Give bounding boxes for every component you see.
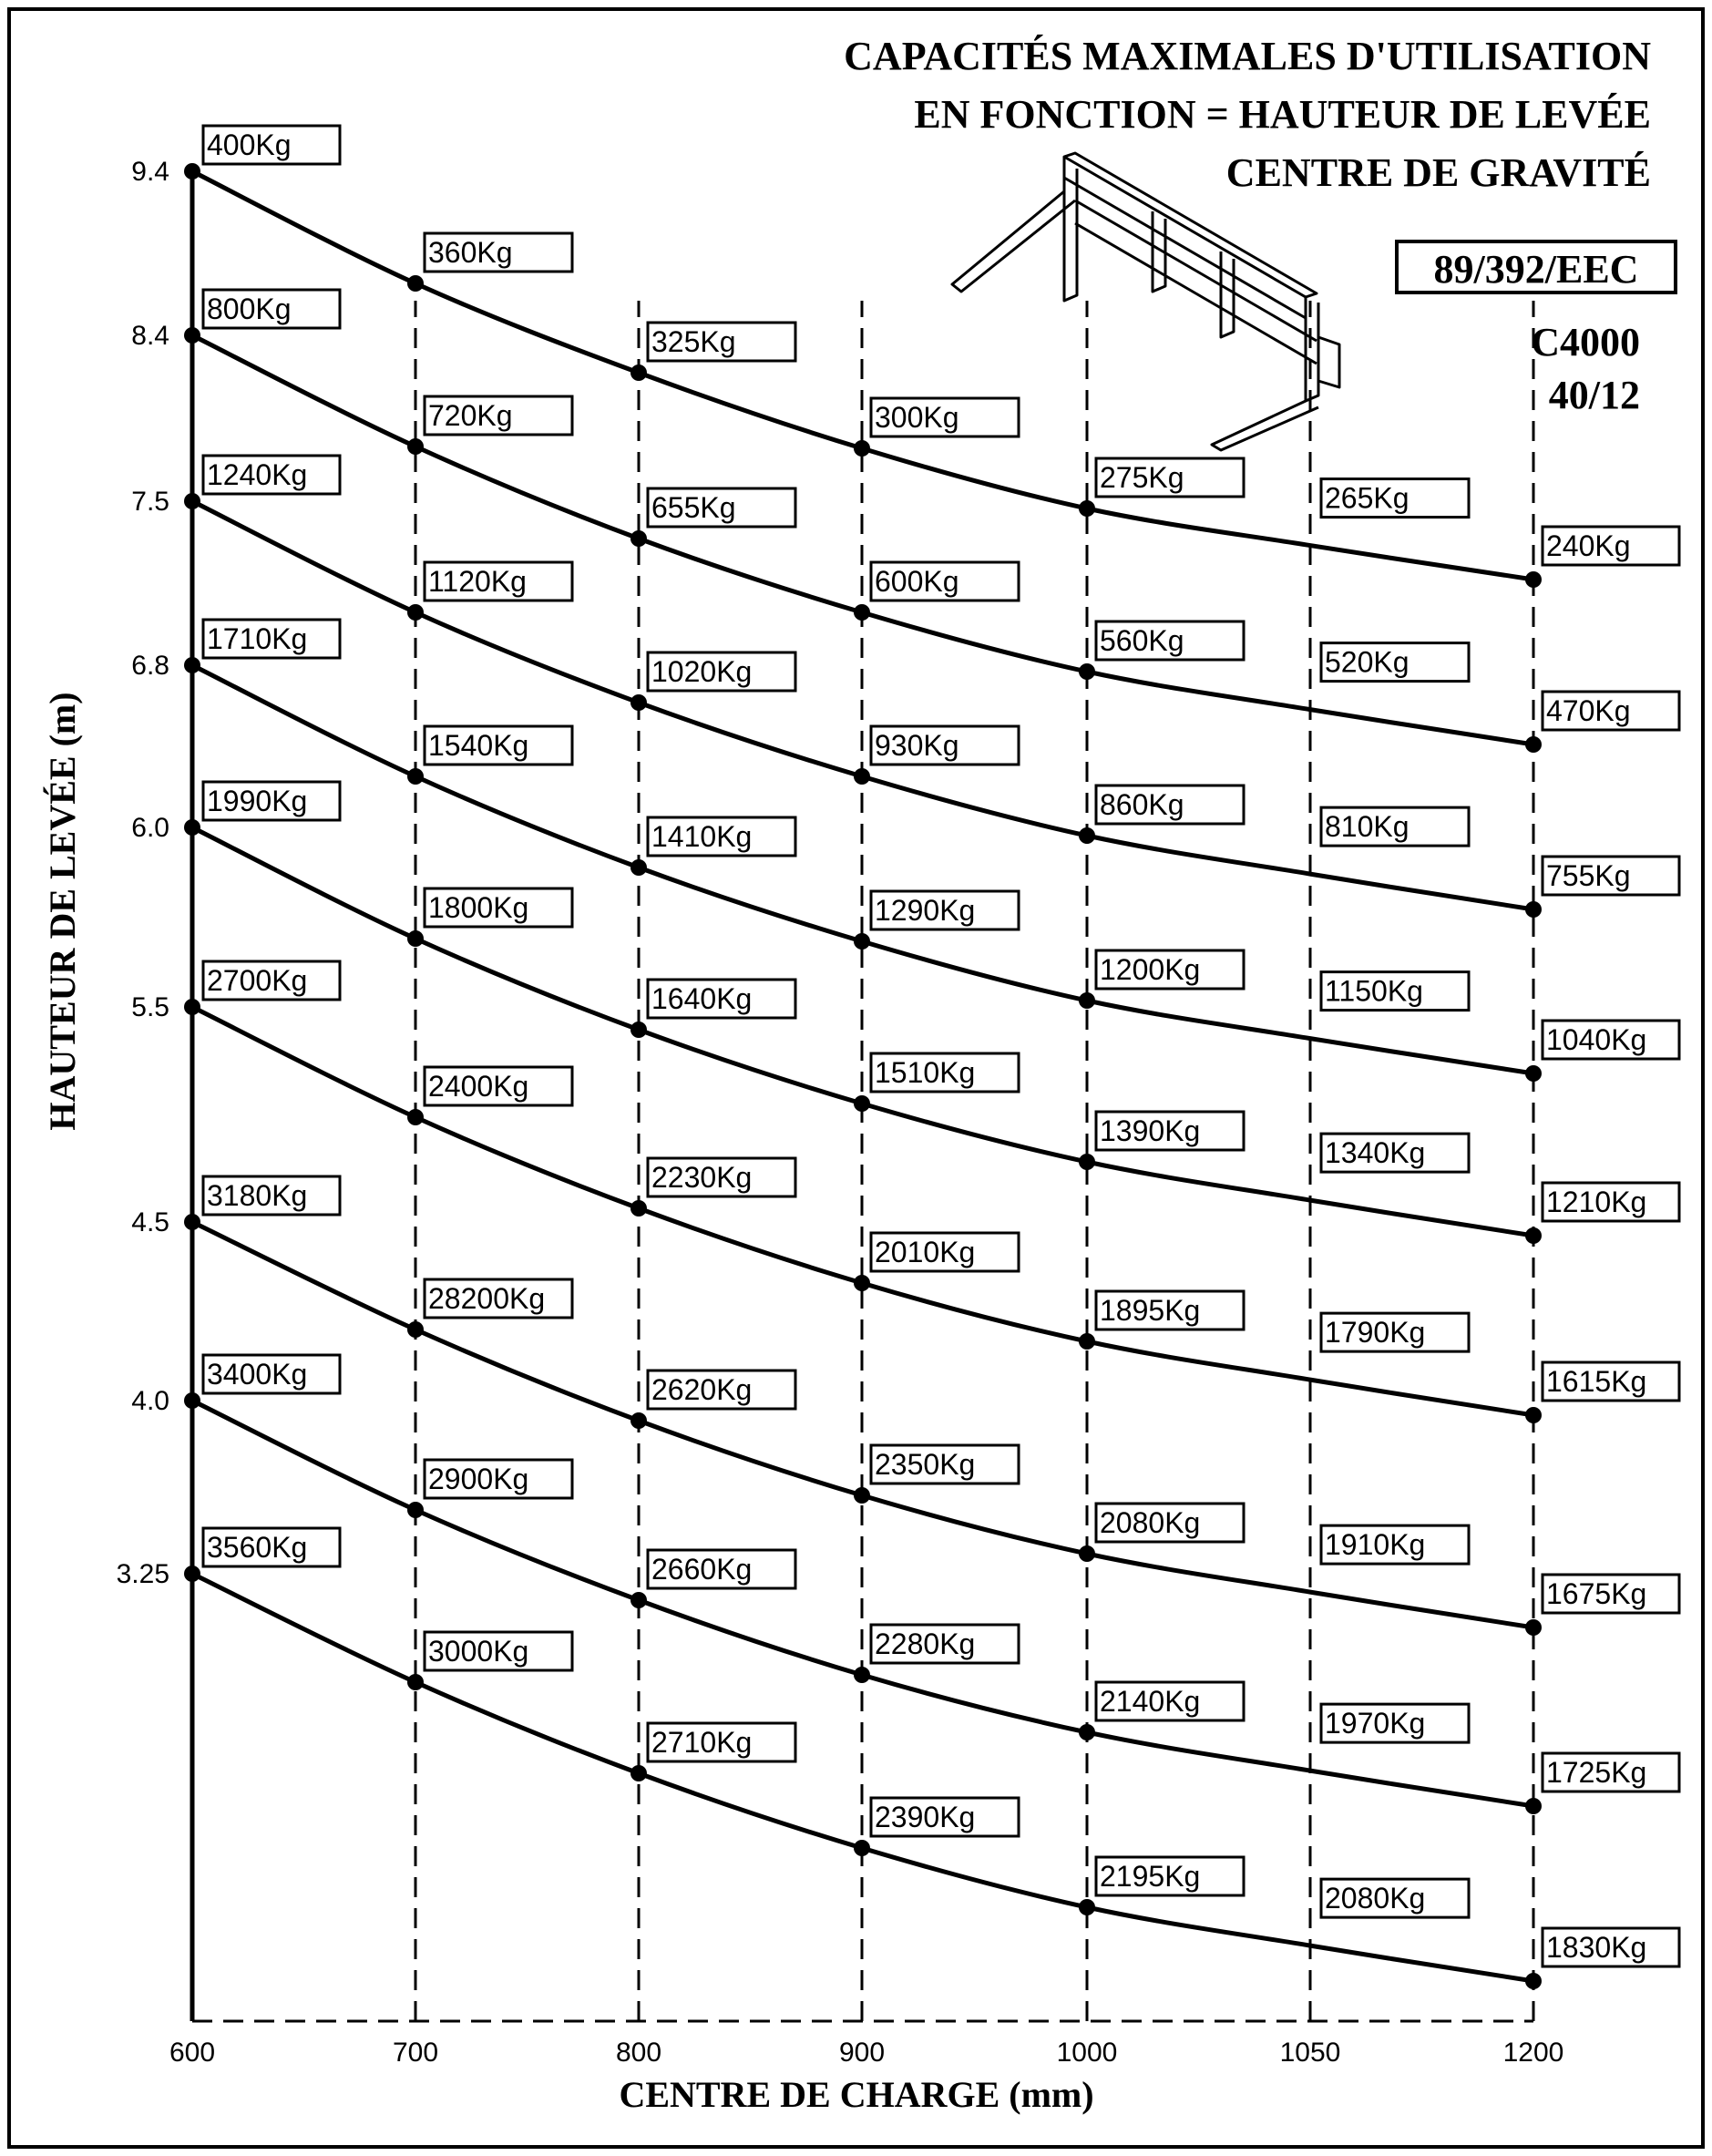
- point-6.8-1000: [1079, 992, 1095, 1009]
- point-6.0-1000: [1079, 1154, 1095, 1170]
- point-4.0-800: [630, 1592, 647, 1608]
- point-8.4-1000: [1079, 663, 1095, 680]
- point-6.8-800: [630, 859, 647, 876]
- point-5.5-900: [854, 1275, 870, 1291]
- x-tick-700: 700: [392, 2038, 439, 2068]
- x-tick-1000: 1000: [1056, 2038, 1118, 2068]
- chart-title-line-1: CAPACITÉS MAXIMALES D'UTILISATION: [844, 34, 1651, 78]
- data-label-6.0-1050: 1340Kg: [1325, 1136, 1426, 1170]
- y-tick-4.0: 4.0: [131, 1386, 169, 1416]
- data-label-8.4-1000: 560Kg: [1100, 624, 1184, 657]
- data-label-3.25-1000: 2195Kg: [1100, 1860, 1201, 1893]
- data-label-7.5-900: 930Kg: [875, 729, 959, 762]
- point-6.8-900: [854, 933, 870, 950]
- data-label-6.8-1000: 1200Kg: [1100, 953, 1201, 986]
- point-3.25-1200: [1525, 1973, 1542, 1989]
- point-3.25-800: [630, 1765, 647, 1781]
- data-label-8.4-1200: 470Kg: [1546, 694, 1631, 727]
- data-label-6.0-900: 1510Kg: [875, 1056, 976, 1089]
- data-label-4.5-1000: 2080Kg: [1100, 1506, 1201, 1539]
- data-label-7.5-700: 1120Kg: [428, 565, 527, 598]
- point-6.8-700: [407, 768, 424, 785]
- point-9.4-1200: [1525, 571, 1542, 588]
- data-label-5.5-1000: 1895Kg: [1100, 1294, 1201, 1327]
- point-9.4-700: [407, 275, 424, 292]
- y-tick-9.4: 9.4: [131, 157, 169, 187]
- x-tick-1200: 1200: [1502, 2038, 1564, 2068]
- point-7.5-1200: [1525, 901, 1542, 918]
- data-label-4.5-600: 3180Kg: [207, 1179, 308, 1212]
- point-7.5-1000: [1079, 827, 1095, 844]
- point-8.4-900: [854, 604, 870, 621]
- chart-title-line-3: CENTRE DE GRAVITÉ: [1225, 150, 1651, 195]
- point-6.0-800: [630, 1022, 647, 1038]
- y-tick-6.8: 6.8: [131, 651, 169, 681]
- standard-label: 89/392/EEC: [1433, 247, 1639, 292]
- point-5.5-600: [184, 999, 200, 1015]
- data-label-6.0-800: 1640Kg: [651, 982, 753, 1015]
- y-tick-8.4: 8.4: [131, 321, 169, 351]
- model-sub-label: 40/12: [1548, 373, 1640, 417]
- point-4.0-1200: [1525, 1798, 1542, 1814]
- x-tick-800: 800: [615, 2038, 662, 2068]
- data-label-4.5-1200: 1675Kg: [1546, 1577, 1647, 1610]
- point-6.0-1200: [1525, 1227, 1542, 1244]
- point-9.4-900: [854, 440, 870, 457]
- point-7.5-700: [407, 604, 424, 621]
- point-4.0-1000: [1079, 1724, 1095, 1740]
- y-tick-3.25: 3.25: [116, 1559, 169, 1589]
- data-label-7.5-1200: 755Kg: [1546, 859, 1631, 892]
- data-label-5.5-600: 2700Kg: [207, 964, 308, 997]
- point-3.25-600: [184, 1566, 200, 1582]
- data-label-8.4-1050: 520Kg: [1325, 645, 1410, 679]
- point-3.25-1000: [1079, 1899, 1095, 1915]
- data-label-3.25-1050: 2080Kg: [1325, 1882, 1426, 1915]
- x-tick-900: 900: [838, 2038, 886, 2068]
- point-6.0-900: [854, 1095, 870, 1112]
- data-label-6.0-700: 1800Kg: [428, 891, 529, 924]
- x-axis-title: CENTRE DE CHARGE (mm): [619, 2074, 1094, 2115]
- point-4.5-600: [184, 1214, 200, 1230]
- point-5.5-700: [407, 1109, 424, 1125]
- data-label-8.4-900: 600Kg: [875, 565, 959, 598]
- data-label-3.25-600: 3560Kg: [207, 1531, 308, 1564]
- data-label-4.5-700: 28200Kg: [428, 1282, 546, 1315]
- data-label-6.0-1200: 1210Kg: [1546, 1186, 1647, 1218]
- data-label-9.4-600: 400Kg: [207, 128, 292, 161]
- data-label-4.5-1050: 1910Kg: [1325, 1528, 1426, 1562]
- point-5.5-1200: [1525, 1407, 1542, 1423]
- data-label-7.5-600: 1240Kg: [207, 458, 308, 491]
- point-8.4-600: [184, 327, 200, 344]
- data-label-9.4-900: 300Kg: [875, 401, 959, 434]
- data-label-6.0-1000: 1390Kg: [1100, 1114, 1201, 1147]
- data-label-5.5-1050: 1790Kg: [1325, 1316, 1426, 1350]
- data-label-3.25-700: 3000Kg: [428, 1635, 529, 1668]
- y-tick-6.0: 6.0: [131, 813, 169, 843]
- data-label-4.0-900: 2280Kg: [875, 1627, 976, 1660]
- point-8.4-800: [630, 530, 647, 547]
- data-label-5.5-800: 2230Kg: [651, 1161, 753, 1194]
- point-5.5-800: [630, 1200, 647, 1217]
- point-6.0-600: [184, 819, 200, 836]
- data-label-4.0-1000: 2140Kg: [1100, 1685, 1201, 1718]
- y-tick-7.5: 7.5: [131, 487, 169, 517]
- point-7.5-600: [184, 493, 200, 509]
- point-3.25-700: [407, 1674, 424, 1690]
- data-label-3.25-800: 2710Kg: [651, 1726, 753, 1759]
- y-axis-title: HAUTEUR DE LEVÉE (m): [42, 692, 83, 1131]
- data-label-9.4-1000: 275Kg: [1100, 461, 1184, 494]
- data-label-7.5-1000: 860Kg: [1100, 788, 1184, 821]
- point-4.5-800: [630, 1412, 647, 1429]
- data-label-5.5-700: 2400Kg: [428, 1070, 529, 1103]
- data-label-9.4-700: 360Kg: [428, 236, 513, 269]
- point-9.4-600: [184, 163, 200, 180]
- point-5.5-1000: [1079, 1333, 1095, 1350]
- data-label-3.25-900: 2390Kg: [875, 1801, 976, 1833]
- x-tick-600: 600: [169, 2038, 216, 2068]
- point-8.4-700: [407, 438, 424, 455]
- data-label-7.5-1050: 810Kg: [1325, 810, 1410, 844]
- data-label-4.5-800: 2620Kg: [651, 1373, 753, 1406]
- data-label-5.5-900: 2010Kg: [875, 1236, 976, 1268]
- point-4.5-1000: [1079, 1545, 1095, 1562]
- data-label-8.4-800: 655Kg: [651, 491, 736, 524]
- data-label-6.8-900: 1290Kg: [875, 894, 976, 927]
- data-label-4.5-900: 2350Kg: [875, 1448, 976, 1481]
- point-8.4-1200: [1525, 736, 1542, 753]
- data-label-6.8-600: 1710Kg: [207, 622, 308, 655]
- point-4.5-700: [407, 1321, 424, 1338]
- data-label-6.8-1200: 1040Kg: [1546, 1023, 1647, 1056]
- y-tick-5.5: 5.5: [131, 992, 169, 1022]
- data-label-4.0-1050: 1970Kg: [1325, 1707, 1426, 1740]
- data-label-8.4-600: 800Kg: [207, 293, 292, 325]
- point-7.5-800: [630, 694, 647, 711]
- data-label-6.0-600: 1990Kg: [207, 785, 308, 817]
- point-3.25-900: [854, 1840, 870, 1856]
- data-label-8.4-700: 720Kg: [428, 399, 513, 432]
- point-6.0-700: [407, 930, 424, 947]
- y-tick-4.5: 4.5: [131, 1207, 169, 1237]
- point-4.5-1200: [1525, 1619, 1542, 1636]
- model-label: C4000: [1531, 320, 1640, 364]
- point-4.0-600: [184, 1392, 200, 1409]
- point-9.4-800: [630, 364, 647, 381]
- data-label-7.5-800: 1020Kg: [651, 655, 753, 688]
- data-label-4.0-1200: 1725Kg: [1546, 1756, 1647, 1789]
- data-label-9.4-1200: 240Kg: [1546, 529, 1631, 562]
- chart-title-line-2: EN FONCTION = HAUTEUR DE LEVÉE: [914, 92, 1651, 137]
- point-6.8-1200: [1525, 1065, 1542, 1082]
- point-4.5-900: [854, 1487, 870, 1504]
- point-9.4-1000: [1079, 500, 1095, 517]
- point-6.8-600: [184, 657, 200, 673]
- x-tick-1050: 1050: [1279, 2038, 1341, 2068]
- point-4.0-900: [854, 1667, 870, 1683]
- chart-frame: [9, 9, 1703, 2147]
- point-4.0-700: [407, 1502, 424, 1518]
- data-label-3.25-1200: 1830Kg: [1546, 1931, 1647, 1964]
- data-label-4.0-700: 2900Kg: [428, 1463, 529, 1495]
- data-label-9.4-800: 325Kg: [651, 325, 736, 358]
- data-label-6.8-800: 1410Kg: [651, 820, 753, 853]
- data-label-6.8-1050: 1150Kg: [1325, 974, 1423, 1008]
- data-label-4.0-600: 3400Kg: [207, 1358, 308, 1391]
- data-label-6.8-700: 1540Kg: [428, 729, 529, 762]
- data-label-5.5-1200: 1615Kg: [1546, 1365, 1647, 1398]
- point-7.5-900: [854, 768, 870, 785]
- data-label-4.0-800: 2660Kg: [651, 1553, 753, 1586]
- data-label-9.4-1050: 265Kg: [1325, 481, 1410, 515]
